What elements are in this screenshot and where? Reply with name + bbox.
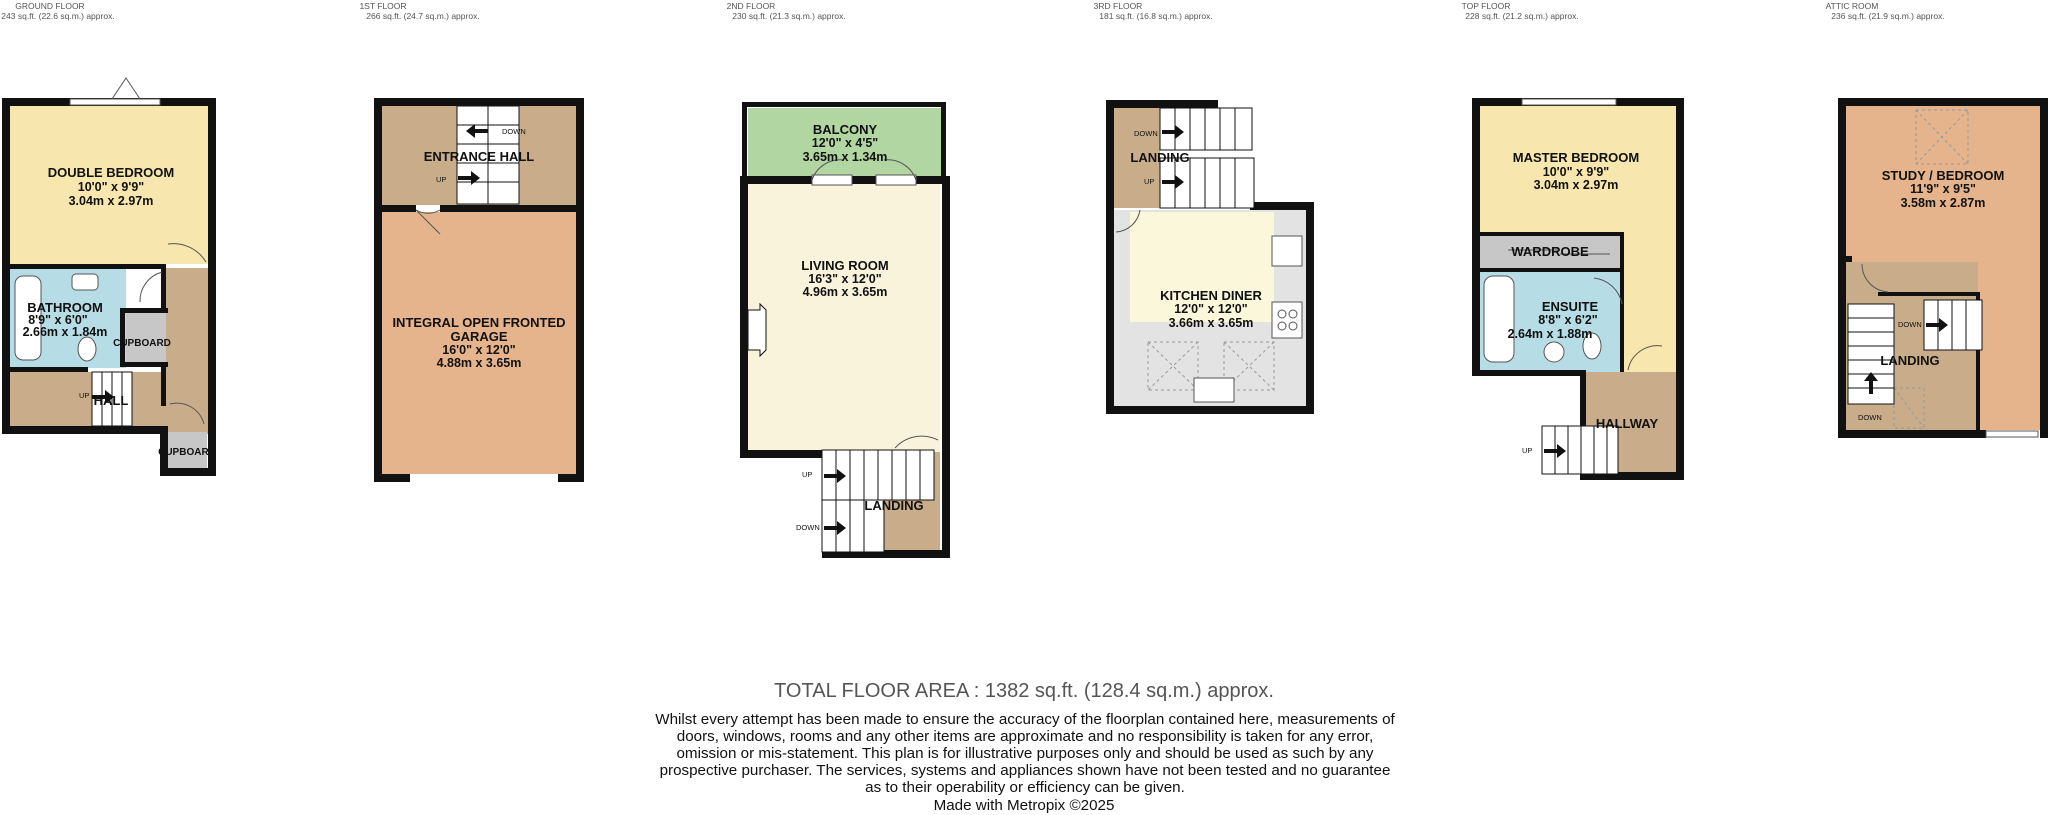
floor-area: 230 sq.ft. (21.3 sq.m.) approx. — [732, 11, 846, 21]
room-dims-metric: 4.96m x 3.65m — [802, 285, 888, 299]
stair-down-label: DOWN — [1858, 413, 1882, 422]
stair-down-label: DOWN — [1898, 320, 1922, 329]
living-room-area — [748, 182, 940, 452]
floor-header-first — [359, 1, 479, 21]
fireplace-icon — [748, 304, 766, 356]
hob-icon — [1272, 236, 1302, 266]
floor-header-third — [1094, 1, 1213, 21]
room-dims-imperial: 10'0" x 9'9" — [1542, 165, 1610, 179]
attic-floor-plan — [1838, 98, 2048, 438]
room-dims-metric: 3.66m x 3.65m — [1168, 316, 1254, 330]
room-name: KITCHEN DINER — [1160, 288, 1262, 303]
floor-title: 2ND FLOOR — [726, 1, 776, 11]
room-dims-metric: 3.58m x 2.87m — [1900, 196, 1986, 210]
floor-area: 228 sq.ft. (21.2 sq.m.) approx. — [1465, 11, 1579, 21]
room-name: HALLWAY — [1595, 416, 1659, 431]
room-name: LANDING — [1130, 150, 1190, 165]
room-dims-imperial: 12'0" x 12'0" — [1174, 302, 1248, 316]
staircase — [1542, 426, 1618, 474]
floor-area: 243 sq.ft. (22.6 sq.m.) approx. — [1, 11, 115, 21]
room-name: MASTER BEDROOM — [1512, 150, 1640, 165]
room-name: ENTRANCE HALL — [423, 149, 535, 164]
stair-up-label: UP — [436, 175, 447, 184]
room-name: LANDING — [1880, 353, 1940, 368]
room-dims-metric: 2.66m x 1.84m — [22, 325, 108, 339]
floor-header-ground — [1, 1, 114, 21]
room-name: CUPBOARD — [113, 338, 171, 349]
stair-down-label: DOWN — [1134, 129, 1158, 138]
floor-header-attic — [1826, 1, 1945, 21]
second-floor-plan — [740, 102, 950, 558]
room-name: HALL — [93, 393, 129, 408]
room-name: LANDING — [864, 498, 924, 513]
room-dims-imperial: 8'9" x 6'0" — [28, 313, 88, 327]
room-dims-metric: 4.88m x 3.65m — [436, 356, 522, 370]
floor-area: 266 sq.ft. (24.7 sq.m.) approx. — [366, 11, 480, 21]
floor-title: 3RD FLOOR — [1093, 1, 1143, 11]
made-with-credit: Made with Metropix ©2025 — [933, 797, 1115, 814]
floor-title: GROUND FLOOR — [15, 1, 85, 11]
top-floor-plan — [1472, 98, 1684, 480]
stair-up-label: UP — [1522, 446, 1533, 455]
room-dims-imperial: 16'0" x 12'0" — [442, 343, 516, 357]
third-floor-plan — [1106, 100, 1314, 414]
room-dims-imperial: 10'0" x 9'9" — [77, 180, 145, 194]
floor-area: 181 sq.ft. (16.8 sq.m.) approx. — [1099, 11, 1213, 21]
floor-title: 1ST FLOOR — [359, 1, 407, 11]
floor-area: 236 sq.ft. (21.9 sq.m.) approx. — [1831, 11, 1945, 21]
room-dims-metric: 3.04m x 2.97m — [68, 194, 154, 208]
room-name-line2: GARAGE — [450, 329, 508, 344]
room-name: INTEGRAL OPEN FRONTED — [392, 315, 566, 330]
room-dims-imperial: 8'8" x 6'2" — [1538, 313, 1598, 327]
room-dims-metric: 3.65m x 1.34m — [802, 150, 888, 164]
stair-up-label: UP — [1144, 177, 1155, 186]
floor-header-second — [727, 1, 846, 21]
room-dims-imperial: 11'9" x 9'5" — [1910, 182, 1976, 196]
room-dims-imperial: 16'3" x 12'0" — [808, 272, 882, 286]
first-floor-plan — [374, 98, 584, 482]
room-name: DOUBLE BEDROOM — [47, 165, 175, 180]
room-dims-imperial: 12'0" x 4'5" — [811, 136, 879, 150]
room-name: WARDROBE — [1511, 244, 1589, 259]
room-name: BALCONY — [812, 122, 878, 137]
room-name: LIVING ROOM — [801, 258, 889, 273]
room-name: STUDY / BEDROOM — [1881, 168, 2005, 183]
room-name: BATHROOM — [27, 300, 103, 315]
room-name: CUPBOARD — [158, 447, 216, 458]
stair-down-label: DOWN — [796, 523, 820, 532]
floor-title: ATTIC ROOM — [1825, 1, 1879, 11]
room-dims-metric: 2.64m x 1.88m — [1507, 327, 1593, 341]
stair-down-label: DOWN — [502, 127, 526, 136]
oven-icon — [1272, 302, 1302, 338]
ground-floor-plan — [2, 78, 216, 476]
stair-up-label: UP — [79, 391, 90, 400]
sink-icon — [1194, 378, 1234, 402]
room-name: ENSUITE — [1541, 299, 1599, 314]
floor-title: TOP FLOOR — [1461, 1, 1511, 11]
room-dims-metric: 3.04m x 2.97m — [1533, 178, 1619, 192]
stair-up-label: UP — [802, 470, 813, 479]
disclaimer-text: Whilst every attempt has been made to ensure the accuracy of the floorplan contained here, measurements of doors, windows, rooms and any other items are approximate and no responsibility is taken for any error, omission or mis-statement. This plan is for illustrative purposes only and should be used as such by any prospective purchaser. The services, systems and appliances shown have not been tested and no guarantee as to their operability or efficiency can be given. — [655, 711, 1395, 796]
total-floor-area: TOTAL FLOOR AREA : 1382 sq.ft. (128.4 sq.m.) approx. — [774, 680, 1274, 702]
floor-header-top — [1462, 1, 1579, 21]
